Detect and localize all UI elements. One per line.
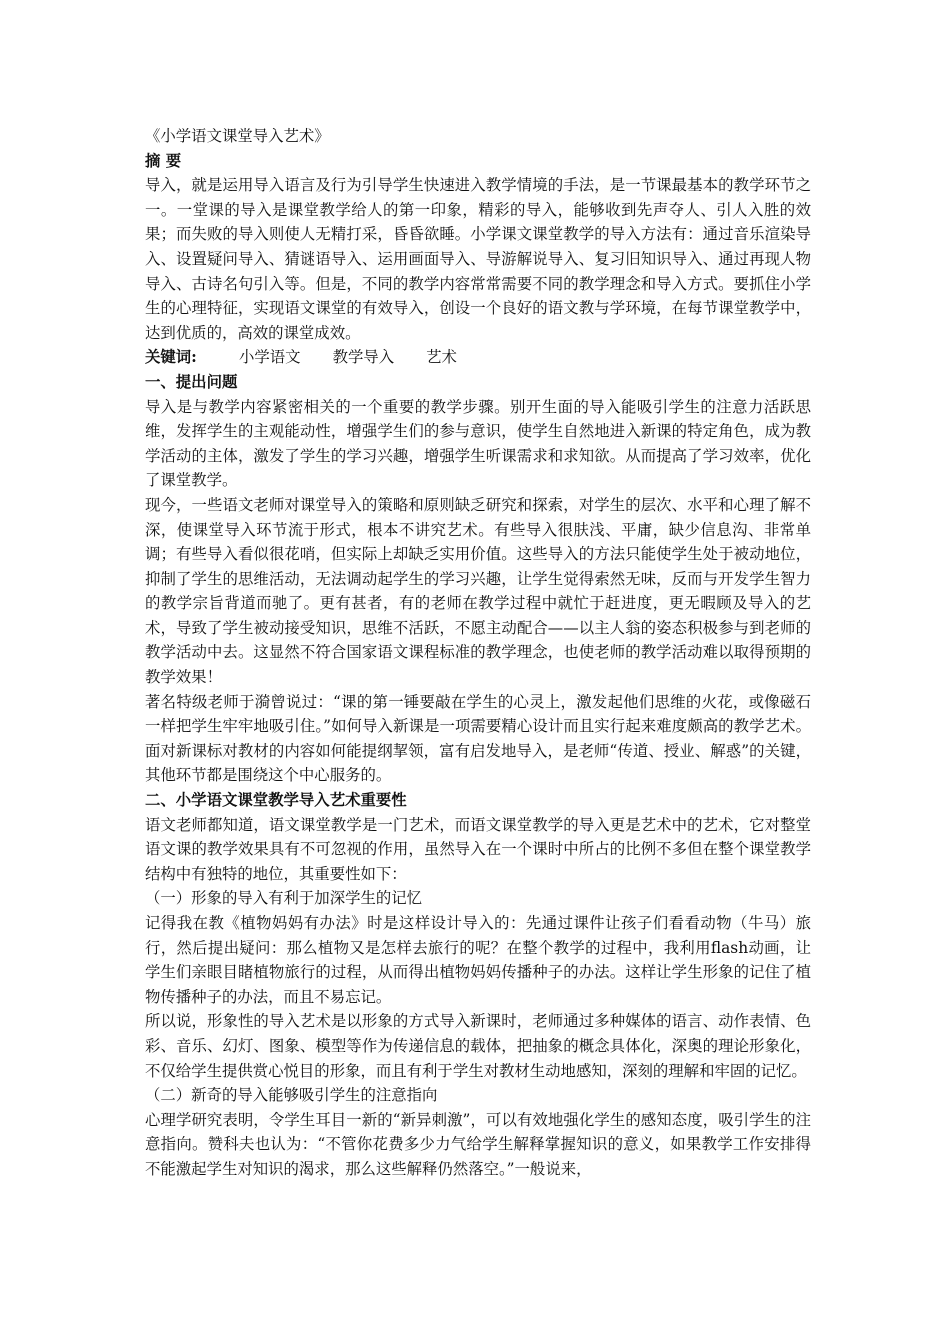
section1-paragraph: 著名特级老师于漪曾说过：“课的第一锤要敲在学生的心灵上，激发起他们思维的火花，或像磁石一样把学生牢牢地吸引住。”如何导入新课是一项需要精心设计而且实行起来难度颇高的教学艺术。面对新课标对教材的内容如何能提纲挈领，富有启发地导入，是老师“传道、授业、解惑”的关键，其他环节都是围绕这个中心服务的。 <box>145 692 811 785</box>
keyword-item: 小学语文 <box>239 348 301 367</box>
section2-intro: 语文老师都知道，语文课堂教学是一门艺术，而语文课堂教学的导入更是艺术中的艺术，它对整堂语文课的教学效果具有不可忽视的作用，虽然导入在一个课时中所占的比例不多但在整个课堂教学结构中有独特的地位，其重要性如下： <box>145 815 811 883</box>
document-title: 《小学语文课堂导入艺术》 <box>145 127 330 145</box>
keyword-item: 教学导入 <box>332 348 395 367</box>
subsection1-paragraph: 所以说，形象性的导入艺术是以形象的方式导入新课时，老师通过多种媒体的语言、动作表情、色彩、音乐、幻灯、图象、模型等作为传递信息的载体，把抽象的概念具体化，深奥的理论形象化，不仅给学生提供赏心悦目的形象，而且有利于学生对教材生动地感知，深刻的理解和牢固的记忆。 <box>145 1012 811 1080</box>
keywords-label: 关键词: <box>145 348 197 367</box>
abstract-paragraph: 导入，就是运用导入语言及行为引导学生快速进入教学情境的手法，是一节课最基本的教学环节之一。一堂课的导入是课堂教学给人的第一印象，精彩的导入，能够收到先声夺人、引人入胜的效果；而失败的导入则使人无精打采，昏昏欲睡。小学课文课堂教学的导入方法有：通过音乐渲染导入、设置疑问导入、猜谜语导入、运用画面导入、导游解说导入、复习旧知识导入、通过再现人物导入、古诗名句引入等。但是，不同的教学内容常常需要不同的教学理念和导入方式。要抓住小学生的心理特征，实现语文课堂的有效导入，创设一个良好的语文教与学环境，在每节课堂教学中，达到优质的，高效的课堂成效。 <box>145 176 811 342</box>
section1-heading: 一、提出问题 <box>145 372 238 391</box>
keywords-line <box>145 345 811 370</box>
section2-heading: 二、小学语文课堂教学导入艺术重要性 <box>145 791 407 810</box>
subsection2-heading: （二）新奇的导入能够吸引学生的注意指向 <box>145 1086 438 1105</box>
document-body <box>145 124 811 1182</box>
section1-paragraph: 导入是与教学内容紧密相关的一个重要的教学步骤。别开生面的导入能吸引学生的注意力活跃思维，发挥学生的主观能动性，增强学生们的参与意识，使学生自然地进入新课的特定角色，成为教学活动的主体，激发了学生的学习兴趣，增强学生听课需求和求知欲。从而提高了学习效率，优化了课堂教学。 <box>145 397 811 490</box>
abstract-heading: 摘 要 <box>145 151 182 170</box>
subsection2-paragraph: 心理学研究表明，令学生耳目一新的“新异刺激”，可以有效地强化学生的感知态度，吸引学生的注意指向。赞科夫也认为：“不管你花费多少力气给学生解释掌握知识的意义，如果教学工作安排得不能激起学生对知识的渴求，那么这些解释仍然落空。”一般说来， <box>145 1110 811 1178</box>
section1-paragraph: 现今，一些语文老师对课堂导入的策略和原则缺乏研究和探索，对学生的层次、水平和心理了解不深，使课堂导入环节流于形式，根本不讲究艺术。有些导入很肤浅、平庸，缺少信息沟、非常单调；有些导入看似很花哨，但实际上却缺乏实用价值。这些导入的方法只能使学生处于被动地位，抑制了学生的思维活动，无法调动起学生的学习兴趣，让学生觉得索然无味，反而与开发学生智力的教学宗旨背道而驰了。更有甚者，有的老师在教学过程中就忙于赶进度，更无暇顾及导入的艺术，导致了学生被动接受知识，思维不活跃，不愿主动配合——以主人翁的姿态积极参与到老师的教学活动中去。这显然不符合国家语文课程标准的教学理念，也使老师的教学活动难以取得预期的教学效果！ <box>145 495 811 687</box>
keyword-item: 艺术 <box>426 348 457 367</box>
subsection1-paragraph: 记得我在教《植物妈妈有办法》时是这样设计导入的：先通过课件让孩子们看看动物（牛马）旅行，然后提出疑问：那么植物又是怎样去旅行的呢？在整个教学的过程中，我利用flash动画，让学生们亲眼目睹植物旅行的过程，从而得出植物妈妈传播种子的办法。这样让学生形象的记住了植物传播种子的办法，而且不易忘记。 <box>145 914 811 1006</box>
subsection1-heading: （一）形象的导入有利于加深学生的记忆 <box>145 889 423 908</box>
